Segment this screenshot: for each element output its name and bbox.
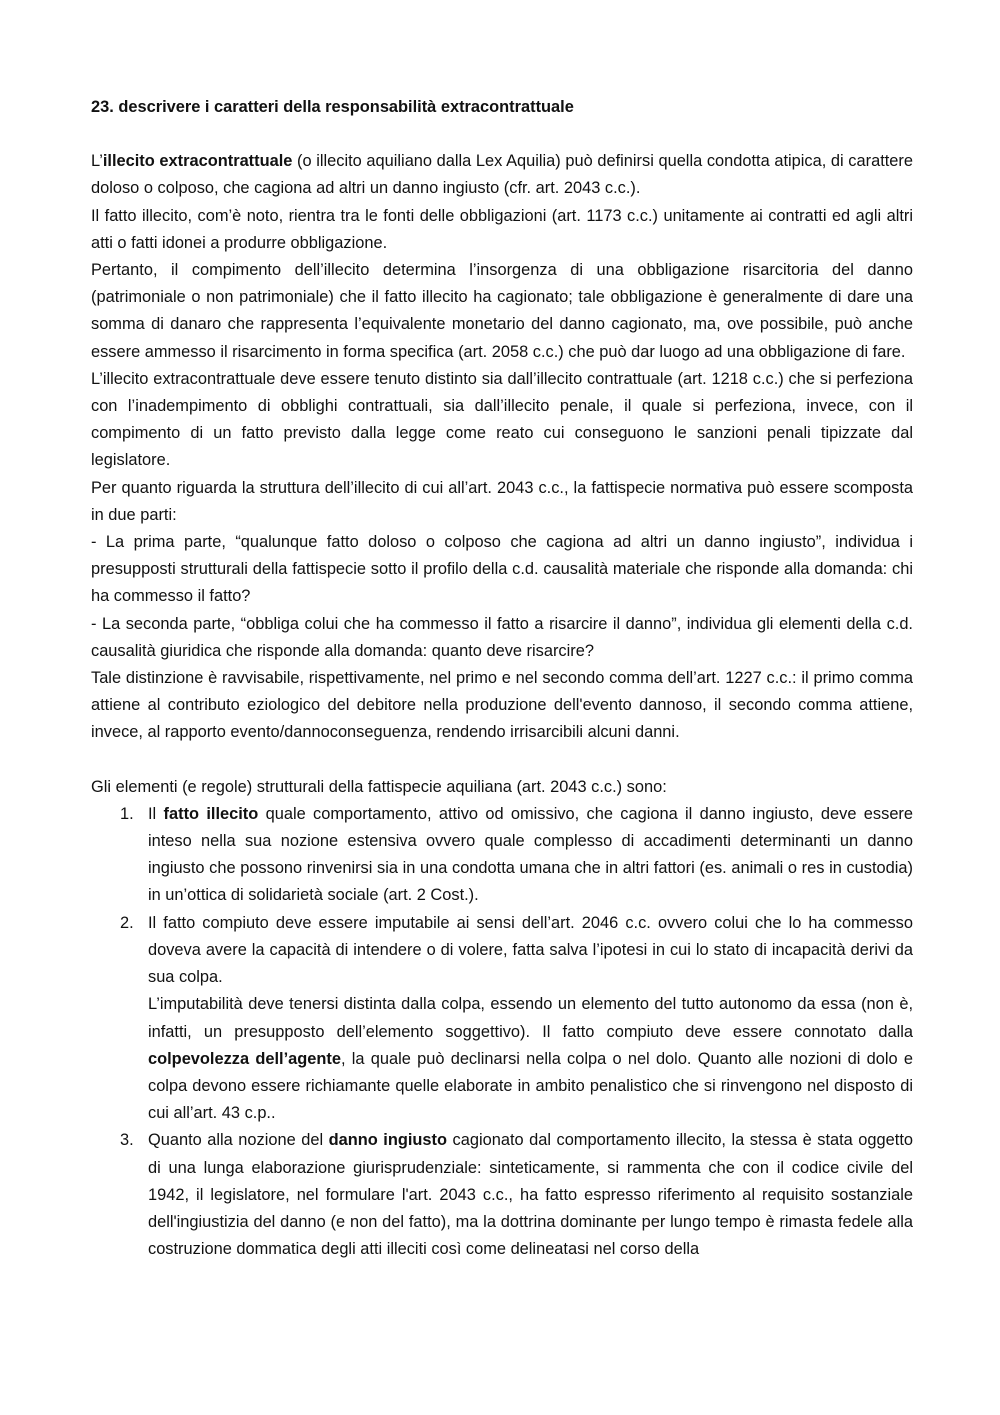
paragraph-structure: Per quanto riguarda la struttura dell’illecito di cui all’art. 2043 c.c., la fattispecie normativa può essere scomposta in due parti: <box>91 478 913 524</box>
list-item-text <box>148 801 913 910</box>
text: L’imputabilità deve tenersi distinta dalla colpa, essendo un elemento del tutto autonomo da essa (non è, infatti, un presupposto dell’elemento soggettivo). Il fatto compiuto deve essere connotato dalla <box>148 995 913 1041</box>
list-item <box>91 910 913 1128</box>
bold-term: illecito extracontrattuale <box>102 152 293 171</box>
bold-term: danno ingiusto <box>328 1131 448 1150</box>
paragraph-definition <box>91 148 913 202</box>
text: , la quale può declinarsi nella colpa o nel dolo. Quanto alle nozioni di dolo e colpa devono essere richiamante quelle elaborate in ambito penalistico che si rinvengono nel disposto di cui all’art. 43 c.p.. <box>148 1049 914 1123</box>
paragraph-obligation: Pertanto, il compimento dell’illecito determina l’insorgenza di una obbligazione risarcitoria del danno (patrimoniale o non patrimoniale) che il fatto illecito ha cagionato; tale obbligazione è generalmente di dare una somma di danaro che rappresenta l’equivalente monetario del danno cagionato, ma, ove possibile, può anche essere ammesso il risarcimento in forma specifica (art. 2058 c.c.) che può dar luogo ad una obbligazione di fare. <box>91 261 913 361</box>
text: quale comportamento, attivo od omissivo, che cagiona il danno ingiusto, deve essere inteso nella sua nozione estensiva ovvero quale complesso di accadimenti determinanti un danno ingiusto che possono rinvenirsi sia in una condotta umana che in altri fattori (es. animali o res in custodia) in un’ottica di solidarietà sociale (art. 2 Cost.). <box>148 804 914 905</box>
list-intro: Gli elementi (e regole) strutturali della fattispecie aquiliana (art. 2043 c.c.) sono: <box>91 777 667 796</box>
bold-term: fatto illecito <box>163 804 259 823</box>
spacer <box>91 747 913 774</box>
text: Quanto alla nozione del <box>148 1131 329 1150</box>
list-number: 1. <box>120 804 134 823</box>
paragraph-distinction: L’illecito extracontrattuale deve essere tenuto distinto sia dall’illecito contrattuale (art. 1218 c.c.) che si perfeziona con l’inadempimento di obblighi contrattuali, sia dall’illecito penale, il quale si perfeziona, invece, con il compimento di un fatto previsto dalla legge come reato cui conseguono le sanzioni penali tipizzate dal legislatore. <box>91 369 913 470</box>
paragraph-first-part: - La prima parte, “qualunque fatto doloso o colposo che cagiona ad altri un danno ingiusto”, individua i presupposti strutturali della fattispecie sotto il profilo della c.d. causalità materiale che risponde alla domanda: chi ha commesso il fatto? <box>91 533 913 606</box>
text: Il <box>148 804 164 823</box>
text: (o illecito aquiliano dalla Lex Aquilia) può definirsi quella condotta atipica, di carattere doloso o colposo, che cagiona ad altri un danno ingiusto (cfr. art. 2043 c.c.). <box>91 152 913 198</box>
list-item <box>91 801 913 910</box>
list-item <box>91 1127 913 1263</box>
list-number: 3. <box>120 1131 134 1150</box>
document-page <box>91 94 913 1263</box>
list-item-text <box>148 991 913 1127</box>
text: cagionato dal comportamento illecito, la stessa è stata oggetto di una lunga elaborazione giurisprudenziale: sinteticamente, si rammenta che con il codice civile del 1942, il legislatore, nel formulare l'art. 2043 c.c., ha fatto espresso riferimento al requisito sostanziale dell'ingiustizia del danno (e non del fatto), ma la dottrina dominante per lungo tempo è rimasta fedele alla costruzione dommatica degli atti illeciti così come delineatasi nel corso della <box>148 1131 913 1259</box>
list-item-text: Il fatto compiuto deve essere imputabile ai sensi dell’art. 2046 c.c. ovvero colui che lo ha commesso doveva avere la capacità di intendere o di volere, fatta salva l’ipotesi in cui lo stato di incapacità derivi da sua colpa. <box>148 913 913 987</box>
bold-term: colpevolezza dell’agente <box>148 1049 341 1068</box>
spacer <box>91 121 913 148</box>
elements-list <box>91 801 913 1263</box>
document-title: 23. descrivere i caratteri della responsabilità extracontrattuale <box>91 98 574 116</box>
list-item-text <box>148 1127 913 1263</box>
list-number: 2. <box>120 913 134 932</box>
text: L’ <box>91 152 103 171</box>
paragraph-sources: Il fatto illecito, com’è noto, rientra tra le fonti delle obbligazioni (art. 1173 c.c.) unitamente ai contratti ed agli altri atti o fatti idonei a produrre obbligazione. <box>91 206 913 252</box>
paragraph-second-part: - La seconda parte, “obbliga colui che ha commesso il fatto a risarcire il danno”, individua gli elementi della c.d. causalità giuridica che risponde alla domanda: quanto deve risarcire? <box>91 614 913 660</box>
paragraph-art-1227: Tale distinzione è ravvisabile, rispettivamente, nel primo e nel secondo comma dell’art. 1227 c.c.: il primo comma attiene al contributo eziologico del debitore nella produzione dell'evento dannoso, il secondo comma attiene, invece, al rapporto evento/dannoconseguenza, rendendo irrisarcibili alcuni danni. <box>91 669 913 742</box>
